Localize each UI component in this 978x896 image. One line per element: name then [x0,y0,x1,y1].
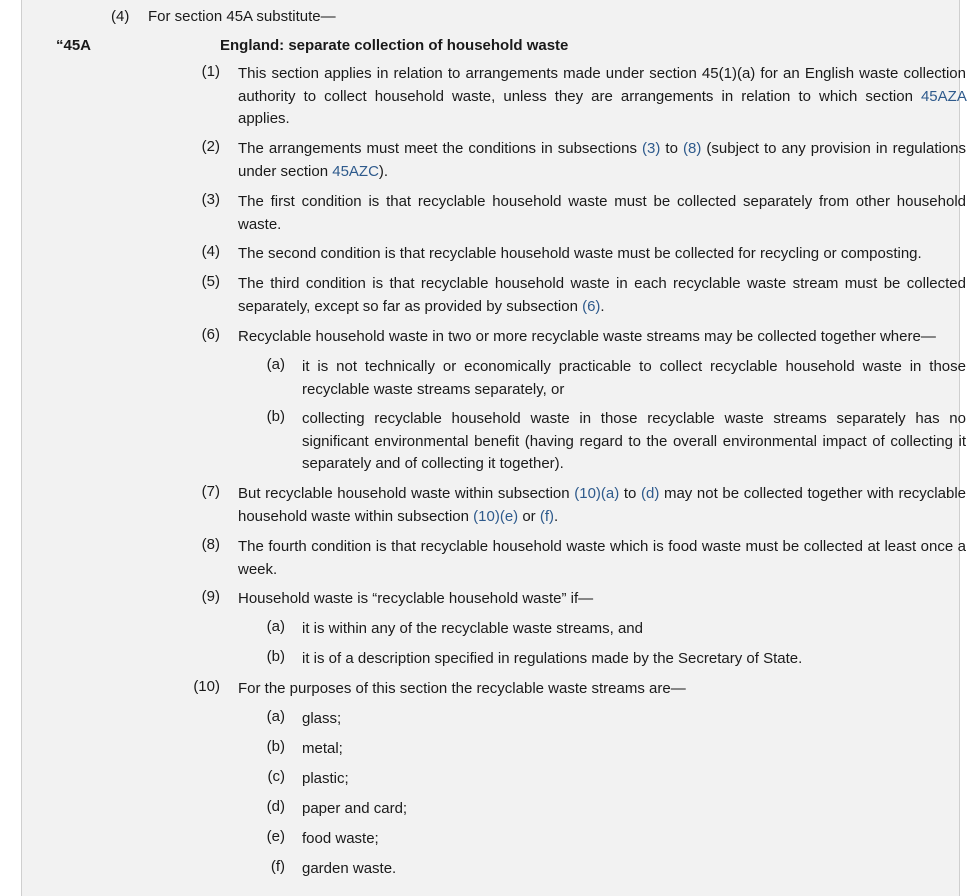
subsection-text: The fourth condition is that recyclable household waste which is food waste must be collected at least once a week. [238,538,966,578]
subsection-num: (5) [201,273,220,290]
subsection-text: The second condition is that recyclable household waste must be collected for recycling or composting. [238,245,922,262]
subsection-text [238,63,966,131]
paragraph-text: paper and card; [302,800,408,817]
link-f[interactable]: (f) [539,507,555,525]
paragraph-num: (b) [266,738,285,755]
text-run: ). [378,162,389,180]
link-subsection-8[interactable]: (8) [683,140,702,157]
section-number: “45A [56,37,92,54]
link-10a[interactable]: (10)(a) [574,485,620,502]
text-run: to [619,485,641,502]
text-run: may not be collected together with recyclable household waste within subsection [238,485,966,525]
subsection-num: (4) [201,243,220,260]
link-45aza[interactable]: 45AZA [920,87,966,105]
paragraph-num: (d) [266,798,285,815]
subsection-text [238,483,966,528]
paragraph-num: (f) [270,858,285,875]
paragraph-text: it is within any of the recyclable waste streams, and [302,620,643,637]
paragraph-text: plastic; [302,770,349,787]
paragraph-text: collecting recyclable household waste in those recyclable waste streams separately has no significant environmental benefit (having regard to the overall environmental impact of collecting it separately and of collecting it together). [302,410,966,472]
text-run: . [600,297,605,315]
subsection-num: (9) [201,588,220,605]
paragraph-text: metal; [302,740,343,757]
paragraph-num: (e) [266,828,285,845]
section-heading: England: separate collection of household waste [220,37,569,54]
subsection-num: (2) [201,138,220,155]
subsection-num: (8) [201,536,220,553]
text-run: The arrangements must meet the conditions in subsections [238,140,643,157]
subsection-text [238,273,966,318]
text-run: . [554,507,559,525]
subsection-text: Recyclable household waste in two or more recyclable waste streams may be collected together where— [238,328,936,345]
text-run: But recyclable household waste within subsection [238,485,575,502]
text-run: This section applies in relation to arrangements made under section 45(1)(a) for an English waste collection authority to collect household waste, unless they are arrangements in relation to which section [238,65,966,105]
paragraph-num: (b) [266,408,285,425]
legislation-panel [21,0,966,896]
text-run: to [660,140,683,157]
subsection-text: Household waste is “recyclable household waste” if— [238,590,594,607]
paragraph-text: it is of a description specified in regulations made by the Secretary of State. [302,650,803,667]
subsection-num: (7) [201,483,220,500]
text-run: or [518,507,540,525]
subsection-num: (10) [193,678,220,695]
subsection-text: The first condition is that recyclable household waste must be collected separately from other household waste. [238,193,966,233]
link-subsection-3[interactable]: (3) [642,140,661,157]
paragraph-text: glass; [302,710,342,727]
link-10e[interactable]: (10)(e) [473,507,519,525]
paragraph-text: it is not technically or economically practicable to collect recyclable household waste in those recyclable waste streams separately, or [302,358,966,398]
link-45azc[interactable]: 45AZC [332,162,379,180]
paragraph-num: (a) [266,618,285,635]
paragraph-num: (a) [266,708,285,725]
subsection-num: (6) [201,326,220,343]
text-run: applies. [238,110,290,127]
paragraph-text: food waste; [302,830,379,847]
subsection-text [238,138,966,183]
text-run: The third condition is that recyclable household waste in each recyclable waste stream must be collected separately, except so far as provided by subsection [238,275,966,315]
text-run: (subject to any provision in regulations under section [238,140,966,180]
subsection-num: (1) [201,63,220,80]
link-subsection-6[interactable]: (6) [582,297,601,315]
subsection-text: For the purposes of this section the recyclable waste streams are— [238,680,686,697]
outer-num: (4) [111,8,130,25]
paragraph-num: (a) [266,356,285,373]
paragraph-num: (b) [266,648,285,665]
paragraph-text: garden waste. [302,860,397,877]
subsection-num: (3) [201,191,220,208]
paragraph-num: (c) [267,768,285,785]
outer-text: For section 45A substitute— [148,8,336,25]
link-d[interactable]: (d) [641,485,660,502]
